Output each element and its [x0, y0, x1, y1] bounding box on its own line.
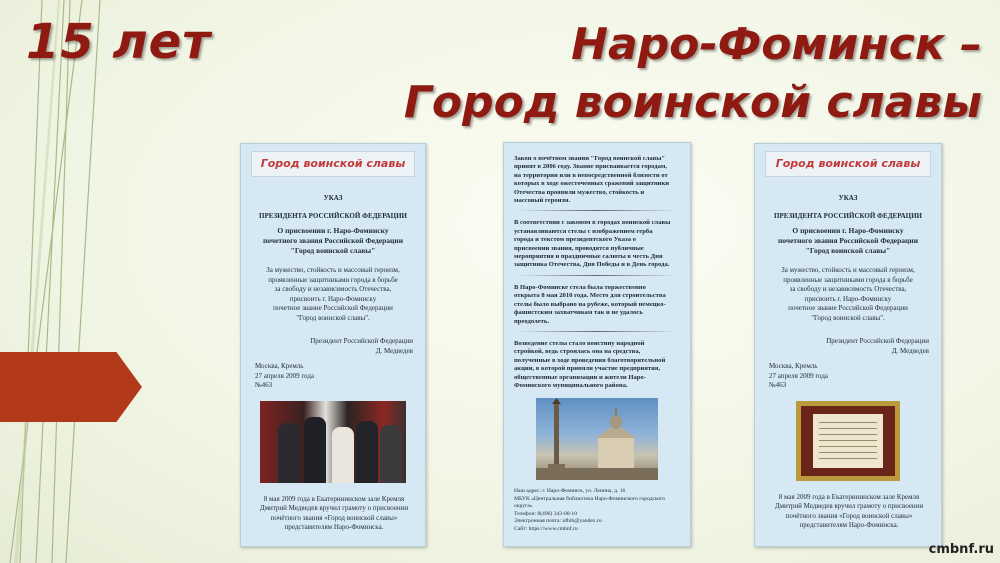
place-line: №463: [255, 381, 273, 389]
stela-law-paragraph: [514, 219, 682, 269]
law-paragraph: [514, 155, 682, 205]
paragraph-line: стелы было выбрано на рубеже, который немецко-: [514, 300, 666, 308]
signature-line: Д. Медведев: [891, 346, 929, 355]
paragraph-line: полученные в ходе проведения благотворительной: [514, 356, 666, 364]
library-contacts: [514, 488, 682, 533]
caption-line: почётного звания «Город воинской славы»: [270, 513, 398, 522]
paragraph-line: преодолеть.: [514, 317, 550, 325]
caption-line: Дмитрий Медведев вручил грамоту о присвоении: [259, 504, 409, 512]
paragraph-line: акции, в которой приняли участие предприятия,: [514, 365, 661, 373]
paragraph-line: Возведение стелы стало воистину народной: [514, 339, 645, 347]
diploma-text-line: [819, 422, 877, 423]
framed-diploma-photo: [796, 401, 900, 481]
diploma-paper: [813, 414, 883, 468]
photo-figure: [356, 421, 378, 483]
decree-body-line: "Город воинской славы".: [296, 313, 370, 322]
decree-subject-line: почетного звания Российской Федерации: [262, 236, 404, 245]
caption-line: представителям Наро-Фоминска.: [284, 523, 384, 531]
diploma-text-line: [819, 452, 877, 453]
paragraph-line: В соответствии с законом в городах воинской славы: [514, 219, 671, 227]
photo-figure: [278, 423, 300, 483]
paragraph-line: открыта 8 мая 2010 года. Место для строительства: [514, 292, 666, 300]
decree-subject: [249, 226, 417, 256]
contact-address: Наш адрес: г. Наро-Фоминск, ул. Ленина, д. 16: [514, 488, 626, 495]
paragraph-line: Отечества проявили мужество, стойкость и: [514, 188, 645, 196]
caption-line: Дмитрий Медведев вручил грамоту о присвоении: [774, 502, 924, 510]
decree-body-line: присвоить г. Наро-Фоминску: [289, 294, 377, 303]
president-heading: ПРЕЗИДЕНТА РОССИЙСКОЙ ФЕДЕРАЦИИ: [774, 212, 922, 220]
decree-body-line: за свободу и независимость Отечества,: [789, 285, 907, 293]
divider: [516, 331, 678, 332]
decree-place-date: [769, 362, 941, 391]
caption-line: 8 мая 2009 года в Екатерининском зале Кремля: [263, 494, 405, 503]
contact-organization: МБУК «Центральная библиотека Наро-Фоминского городского округа»: [514, 495, 666, 510]
title-left: 15 лет: [26, 14, 212, 70]
signature-line: Д. Медведев: [375, 346, 413, 355]
paragraph-line: мероприятия и праздничные салюты в честь Дня: [514, 253, 663, 261]
decree-signature: [241, 337, 413, 356]
stela-opening-paragraph: [514, 284, 682, 326]
place-line: Москва, Кремль: [255, 362, 304, 370]
signature-line: Президент Российской Федерации: [826, 337, 929, 345]
place-line: 27 апреля 2009 года: [769, 371, 828, 380]
booklet-panel-right: [754, 143, 942, 547]
ceremony-caption: [769, 493, 929, 531]
decree-body: [255, 266, 411, 323]
place-line: №463: [769, 381, 787, 389]
decree-subject-line: О присвоении г. Наро-Фоминску: [277, 226, 389, 235]
decree-body-line: проявленные защитниками города в борьбе: [783, 275, 913, 284]
panel-banner: Город воинской славы: [251, 151, 415, 177]
decree-body-line: "Город воинской славы".: [811, 313, 885, 322]
decree-subject-line: О присвоении г. Наро-Фоминску: [792, 226, 904, 235]
booklet-panel-left: [240, 143, 426, 547]
booklet-panel-middle: [503, 142, 691, 547]
panel-banner: Город воинской славы: [765, 151, 931, 177]
decree-subject-line: почетного звания Российской Федерации: [777, 236, 919, 245]
diploma-text-line: [819, 446, 877, 447]
diploma-text-line: [819, 434, 877, 435]
paragraph-line: устанавливаются стелы с изображением герба: [514, 227, 653, 235]
decree-body-line: за свободу и независимость Отечества,: [274, 285, 392, 293]
decree-body-line: почетное звание Российской Федерации: [788, 304, 908, 312]
paragraph-line: фашистским захватчикам так и не удалось: [514, 309, 643, 317]
photo-figure: [304, 417, 326, 483]
ukaz-heading: УКАЗ: [323, 194, 343, 202]
paragraph-line: присвоении звания, проводятся публичные: [514, 244, 644, 252]
decree-subject: [763, 226, 933, 256]
stela-photo-illustration: [536, 398, 658, 480]
red-arrow-shape: [0, 352, 142, 422]
decree-body-line: почетное звание Российской Федерации: [273, 304, 393, 312]
title-right-line2: Город воинской славы: [403, 77, 982, 128]
paragraph-line: Фоминского муниципального района.: [514, 381, 628, 389]
decree-signature: [755, 337, 929, 356]
diploma-text-line: [819, 440, 877, 441]
paragraph-line: принят в 2006 году. Звание присваивается городам,: [514, 163, 668, 171]
ceremony-caption: [255, 495, 413, 533]
caption-line: 8 мая 2009 года в Екатерининском зале Кремля: [778, 492, 920, 501]
decree-body: [769, 266, 927, 323]
paragraph-line: стройкой, ведь строилась она на средства,: [514, 348, 641, 356]
paragraph-line: В Наро-Фоминске стела была торжественно: [514, 283, 646, 291]
paragraph-line: общественные организации и жители Наро-: [514, 373, 646, 381]
paragraph-line: массовый героизм.: [514, 197, 571, 205]
signature-line: Президент Российской Федерации: [310, 337, 413, 345]
caption-line: представителям Наро-Фоминска.: [799, 521, 899, 529]
decorative-lines: [0, 0, 120, 563]
contact-phone: Телефон: 8(496) 343-00-10: [514, 510, 578, 517]
diploma-text-line: [819, 458, 877, 459]
president-heading: ПРЕЗИДЕНТА РОССИЙСКОЙ ФЕДЕРАЦИИ: [259, 212, 407, 220]
contact-email: Электронная почта: nfbib@yandex.ru: [514, 518, 602, 525]
decree-body-line: За мужество, стойкость и массовый героизм,: [781, 266, 915, 274]
paragraph-line: города и текстом президентского Указа о: [514, 236, 636, 244]
decree-subject-line: "Город воинской славы": [290, 246, 376, 255]
paragraph-line: Закон о почётном звании "Город воинской славы": [514, 155, 666, 162]
watermark-site: cmbnf.ru: [928, 542, 994, 557]
title-right: [404, 16, 982, 132]
divider: [516, 210, 678, 211]
place-line: 27 апреля 2009 года: [255, 371, 314, 380]
decree-body-line: присвоить г. Наро-Фоминску: [804, 294, 892, 303]
paragraph-line: на территории или в непосредственной близости от: [514, 171, 668, 179]
decree-place-date: [255, 362, 425, 391]
photo-figure: [380, 425, 402, 483]
caption-line: почётного звания «Город воинской славы»: [785, 511, 913, 520]
paragraph-line: которых в ходе ожесточенных сражений защитники: [514, 180, 670, 188]
decree-subject-line: "Город воинской славы": [805, 246, 891, 255]
decree-body-line: проявленные защитниками города в борьбе: [268, 275, 398, 284]
ceremony-photo: [260, 401, 406, 483]
divider: [516, 275, 678, 276]
contact-website: Сайт: https://www.cmbnf.ru: [514, 525, 578, 532]
ukaz-heading: УКАЗ: [838, 194, 858, 202]
paragraph-line: защитника Отечества, Дня Победы и в День города.: [514, 261, 670, 269]
stela-construction-paragraph: [514, 340, 682, 390]
stela-photo: [536, 398, 658, 480]
diploma-text-line: [819, 428, 877, 429]
decree-body-line: За мужество, стойкость и массовый героизм,: [266, 266, 400, 274]
photo-figure: [332, 427, 354, 483]
title-right-line1: Наро-Фоминск –: [571, 19, 982, 70]
place-line: Москва, Кремль: [769, 362, 818, 370]
